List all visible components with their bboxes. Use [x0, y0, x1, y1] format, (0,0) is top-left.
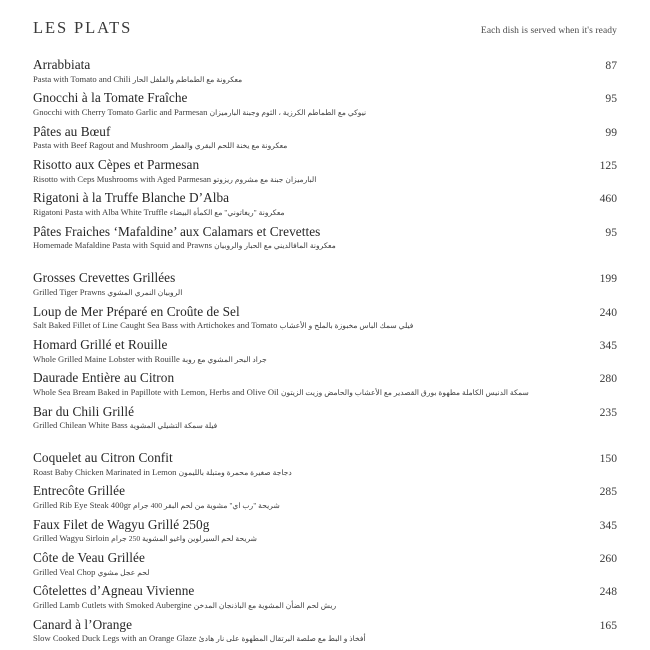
- menu-item[interactable]: [33, 224, 617, 257]
- menu-item-description: [33, 467, 617, 478]
- menu-item-description-en: Risotto with Ceps Mushrooms with Aged Parmesan: [33, 173, 212, 184]
- menu-item-header: [33, 370, 617, 386]
- menu-item-name: Gnocchi à la Tomate Fraîche: [33, 90, 188, 106]
- menu-item-name: Pâtes Fraiches ‘Mafaldine’ aux Calamars et Crevettes: [33, 223, 321, 239]
- menu-item-description-ar: معكرونة مع يخنة اللحم البقري والفطر: [170, 141, 288, 151]
- menu-item-price: 280: [599, 372, 617, 386]
- menu-item-description: [33, 600, 617, 611]
- menu-item-description-en: Gnocchi with Cherry Tomato Garlic and Parmesan: [33, 107, 208, 118]
- menu-item-name: Côtelettes d’Agneau Vivienne: [33, 583, 195, 599]
- menu-item[interactable]: [33, 190, 617, 223]
- menu-item[interactable]: [33, 124, 617, 157]
- menu-item[interactable]: [33, 517, 617, 550]
- menu-item-description-en: Grilled Veal Chop: [33, 566, 96, 577]
- menu-item-description: [33, 633, 617, 644]
- menu-item-name: Faux Filet de Wagyu Grillé 250g: [33, 516, 210, 532]
- menu-item-header: [33, 57, 617, 73]
- menu-item-price: 235: [599, 405, 617, 419]
- menu-item-description-en: Rigatoni Pasta with Alba White Truffle: [33, 207, 168, 218]
- menu-item-name: Risotto aux Cèpes et Parmesan: [33, 157, 200, 173]
- menu-item-description-en: Grilled Rib Eye Steak 400gr: [33, 500, 131, 510]
- page-title: LES PLATS: [33, 18, 133, 37]
- menu-item[interactable]: [33, 304, 617, 337]
- menu-item-price: 125: [599, 159, 617, 173]
- menu-item-description-en: Salt Baked Fillet of Line Caught Sea Bass with Artichokes and Tomato: [33, 320, 278, 331]
- menu-item-header: [33, 450, 617, 466]
- menu-item-price: 199: [599, 272, 617, 286]
- menu-item-description-en: Grilled Tiger Prawns: [33, 286, 106, 297]
- menu-item[interactable]: [33, 404, 617, 437]
- menu-item-description-ar: فيلي سمك الباس مخبوزة بالملح و الأعشاب: [279, 321, 414, 331]
- menu-sections: [33, 44, 617, 650]
- menu-item-header: [33, 224, 617, 240]
- menu-item-description-en: Homemade Mafaldine Pasta with Squid and Prawns: [33, 240, 213, 251]
- menu-item-name: Coquelet au Citron Confit: [33, 449, 173, 465]
- menu-item[interactable]: [33, 450, 617, 483]
- menu-item[interactable]: [33, 550, 617, 583]
- menu-item-description: [33, 387, 617, 398]
- menu-item-header: [33, 617, 617, 633]
- menu-item-description: [33, 107, 617, 118]
- menu-item-description: [33, 420, 617, 431]
- menu-item-price: 260: [599, 552, 617, 566]
- menu-item-price: 165: [599, 618, 617, 632]
- header-tagline: Each dish is served when it's ready: [480, 26, 617, 36]
- menu-item-header: [33, 90, 617, 106]
- menu-item-description-en: Roast Baby Chicken Marinated in Lemon: [33, 466, 177, 477]
- menu-item-header: [33, 124, 617, 140]
- menu-item-description-ar: سمكة الدنيس الكاملة مطهوة بورق القصدير مع الأعشاب والحامض وزيت الزيتون: [280, 387, 529, 397]
- menu-item-description-ar: معكرونة "ريغاتوني" مع الكمأة البيضاء: [169, 208, 285, 218]
- menu-item-description: [33, 174, 617, 185]
- menu-item-description-en: Grilled Lamb Cutlets with Smoked Aubergine: [33, 600, 192, 611]
- menu-item-description-ar: نيوكي مع الطماطم الكرزية ، الثوم وجبنة البارميزان: [209, 108, 367, 118]
- menu-item-description: [33, 320, 617, 331]
- menu-item-header: [33, 404, 617, 420]
- menu-item[interactable]: [33, 57, 617, 90]
- menu-item-name: Loup de Mer Préparé en Croûte de Sel: [33, 303, 240, 319]
- menu-item-price: 99: [605, 125, 617, 139]
- menu-item-description-ar: شريحة "رب اي" مشوية من لحم البقر 400 جرام: [133, 501, 280, 510]
- menu-item-name: Rigatoni à la Truffe Blanche D’Alba: [33, 190, 230, 206]
- menu-item-name: Homard Grillé et Rouille: [33, 336, 168, 352]
- menu-item-name: Daurade Entière au Citron: [33, 370, 175, 386]
- menu-item-header: [33, 483, 617, 499]
- menu-header: [33, 0, 617, 44]
- menu-item-description-ar: معكرونة مع الطماطم والفلفل الحار: [132, 74, 243, 84]
- menu-item-description-en: Pasta with Tomato and Chili: [33, 73, 131, 84]
- menu-item-description: [33, 354, 617, 365]
- menu-item-description: [33, 74, 617, 85]
- menu-item-price: 345: [599, 518, 617, 532]
- menu-item-description: [33, 287, 617, 298]
- menu-item[interactable]: [33, 337, 617, 370]
- menu-item[interactable]: [33, 90, 617, 123]
- menu-item-price: 150: [599, 451, 617, 465]
- menu-item-description-en: Whole Grilled Maine Lobster with Rouille: [33, 353, 180, 364]
- menu-item-description-ar: البارميزان جبنة مع مشروم ريزوتو: [213, 174, 317, 184]
- menu-item-name: Côte de Veau Grillée: [33, 550, 145, 566]
- menu-item-description-en: Pasta with Beef Ragout and Mushroom: [33, 140, 169, 151]
- menu-item-price: 95: [605, 92, 617, 106]
- menu-item-name: Pâtes au Bœuf: [33, 123, 111, 139]
- menu-item-description: [33, 140, 617, 151]
- menu-item-description-ar: لحم عجل مشوي: [97, 567, 150, 577]
- menu-item-description-ar: أفخاذ و البط مع صلصة البرتقال المطهوة على نار هادئ: [198, 634, 366, 644]
- menu-item[interactable]: [33, 370, 617, 403]
- menu-item-price: 345: [599, 338, 617, 352]
- menu-item-description-ar: ريش لحم الضأن المشوية مع الباذنجان المدخن: [193, 601, 337, 611]
- menu-item-header: [33, 583, 617, 599]
- menu-item-name: Canard à l’Orange: [33, 616, 133, 632]
- menu-item[interactable]: [33, 483, 617, 516]
- menu-item-name: Bar du Chili Grillé: [33, 403, 135, 419]
- menu-item-name: Entrecôte Grillée: [33, 483, 126, 499]
- menu-item-description-en: Slow Cooked Duck Legs with an Orange Glaze: [33, 633, 197, 644]
- menu-item-name: Grosses Crevettes Grillées: [33, 270, 176, 286]
- menu-item-price: 87: [605, 59, 617, 72]
- menu-item[interactable]: [33, 617, 617, 650]
- menu-item-name: Arrabbiata: [33, 57, 91, 72]
- menu-item[interactable]: [33, 583, 617, 616]
- menu-item-description-en: Whole Sea Bream Baked in Papillote with Lemon, Herbs and Olive Oil: [33, 386, 279, 397]
- menu-item-header: [33, 517, 617, 533]
- menu-item-description-ar: معكرونة المافالديني مع الحبار والروبيان: [214, 241, 336, 251]
- menu-item-description: [33, 533, 617, 544]
- menu-item-description-ar: دجاجة صغيرة محمرة ومتبلة بالليمون: [178, 467, 292, 477]
- menu-item-header: [33, 550, 617, 566]
- menu-item-price: 240: [599, 305, 617, 319]
- menu-item-description-ar: جراد البحر المشوي مع روبة: [181, 354, 267, 364]
- menu-item-header: [33, 304, 617, 320]
- menu-section-pasta-and-risotto: [33, 57, 617, 257]
- menu-item-description: [33, 567, 617, 578]
- menu-item-description-en: Grilled Chilean White Bass: [33, 420, 128, 431]
- menu-item-description: [33, 240, 617, 251]
- menu-item-header: [33, 270, 617, 286]
- menu-item-description-ar: الروبيان النمري المشوي: [107, 287, 183, 297]
- menu-item-description: [33, 500, 617, 511]
- menu-item-price: 95: [605, 225, 617, 239]
- menu-item-description-ar: شريحة لحم السيرلوين واغيو المشوية 250 جرام: [111, 534, 258, 544]
- menu-item-description: [33, 207, 617, 218]
- menu-item-header: [33, 190, 617, 206]
- menu-item-price: 460: [599, 192, 617, 206]
- menu-item[interactable]: [33, 270, 617, 303]
- menu-section-seafood: [33, 270, 617, 437]
- menu-section-meat-and-poultry: [33, 450, 617, 650]
- menu-item-header: [33, 157, 617, 173]
- menu-item-price: 248: [599, 585, 617, 599]
- menu-item-description-en: Grilled Wagyu Sirloin: [33, 533, 110, 544]
- menu-item-description-ar: فيلة سمكة التشيلي المشوية: [129, 421, 218, 431]
- menu-item[interactable]: [33, 157, 617, 190]
- menu-item-header: [33, 337, 617, 353]
- menu-item-price: 285: [599, 485, 617, 499]
